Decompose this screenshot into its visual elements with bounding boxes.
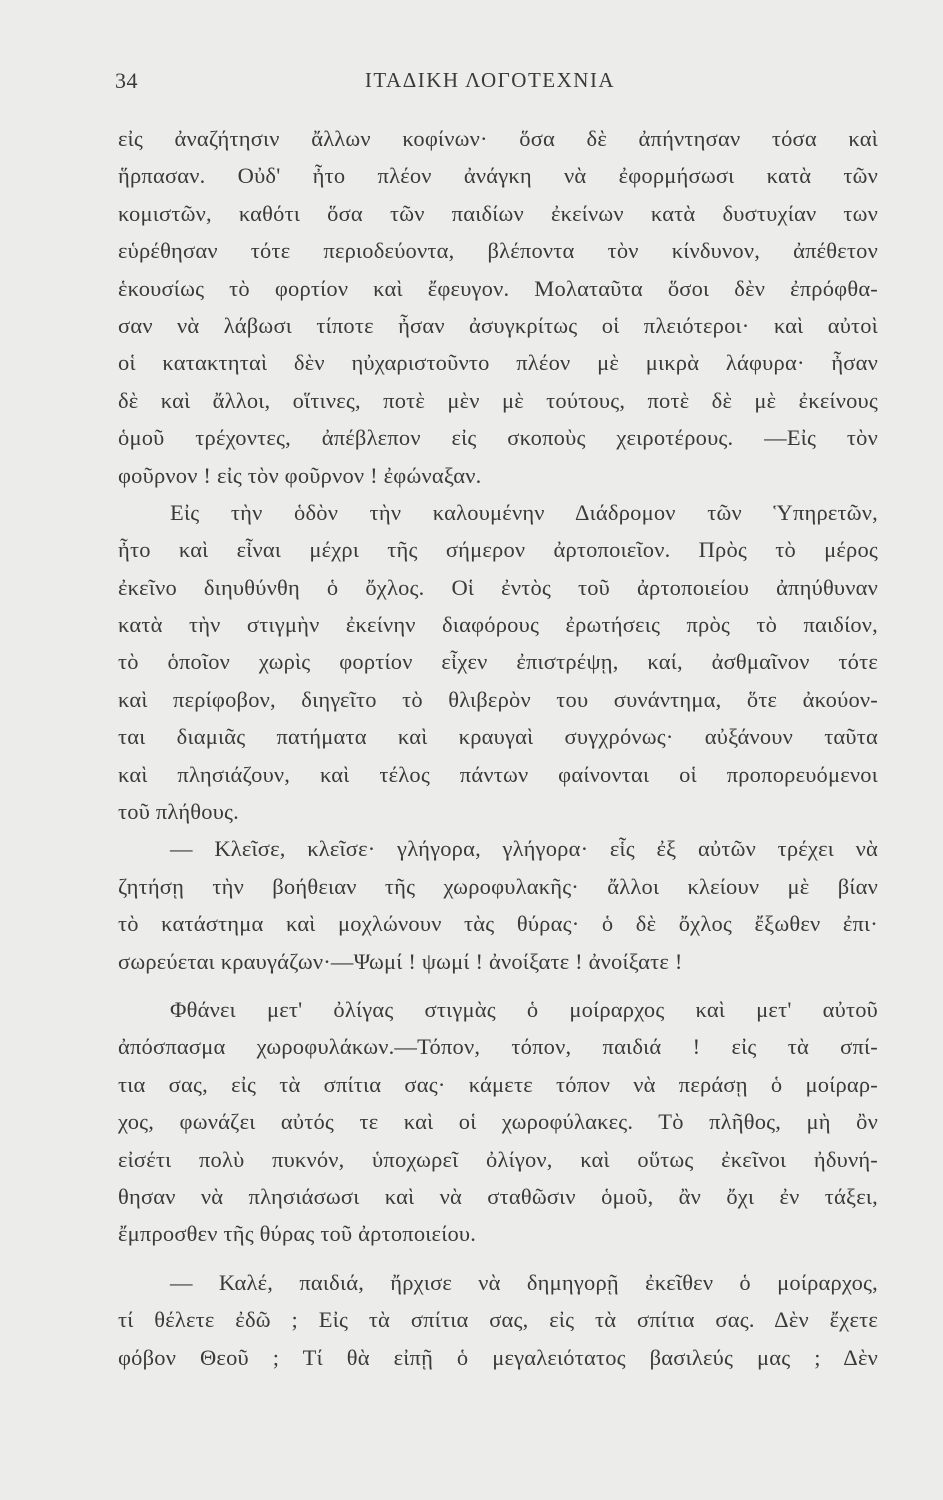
text-line: φοῦρνον ! εἰς τὸν φοῦρνον ! ἐφώναξαν. bbox=[118, 462, 482, 488]
paragraph-gap bbox=[118, 1253, 878, 1264]
text-line: κατὰ τὴν στιγμὴν ἐκείνην διαφόρους ἐρωτήσεις πρὸς τὸ παιδίον, bbox=[118, 612, 878, 638]
text-line: ἑκουσίως τὸ φορτίον καὶ ἔφευγον. Μολαταῦτα ὅσοι δὲν ἐπρόφθα- bbox=[118, 275, 878, 301]
page-header bbox=[115, 68, 865, 104]
text-line: σαν νὰ λάβωσι τίποτε ἦσαν ἀσυγκρίτως οἱ πλειότεροι· καὶ αὐτοὶ bbox=[118, 312, 878, 338]
text-line: — Κλεῖσε, κλεῖσε· γλήγορα, γλήγορα· εἷς ἐξ αὐτῶν τρέχει νὰ bbox=[170, 836, 878, 862]
text-line: ζητήσῃ τὴν βοήθειαν τῆς χωροφυλακῆς· ἄλλοι κλείουν μὲ βίαν bbox=[118, 873, 878, 899]
text-line: οἱ κατακτηταὶ δὲν ηὐχαριστοῦντο πλέον μὲ μικρὰ λάφυρα· ἦσαν bbox=[118, 350, 878, 376]
paragraph bbox=[118, 1264, 878, 1376]
paragraph bbox=[118, 120, 878, 494]
text-line: φόβον Θεοῦ ; Τί θὰ εἰπῇ ὁ μεγαλειότατος βασιλεύς μας ; Δὲν bbox=[118, 1344, 878, 1370]
text-line: τί θέλετε ἐδῶ ; Εἰς τὰ σπίτια σας, εἰς τὰ σπίτια σας. Δὲν ἔχετε bbox=[118, 1307, 878, 1333]
text-line: τὸ κατάστημα καὶ μοχλώνουν τὰς θύρας· ὁ δὲ ὄχλος ἔξωθεν ἐπι· bbox=[118, 911, 878, 937]
text-line: ἐκεῖνο διηυθύνθη ὁ ὄχλος. Οἱ ἐντὸς τοῦ ἀρτοποιείου ἀπηύθυναν bbox=[118, 574, 878, 600]
text-line: ὁμοῦ τρέχοντες, ἀπέβλεπον εἰς σκοποὺς χειροτέρους. —Εἰς τὸν bbox=[118, 425, 878, 451]
text-line: ἦτο καὶ εἶναι μέχρι τῆς σήμερον ἀρτοποιεῖον. Πρὸς τὸ μέρος bbox=[118, 537, 878, 563]
text-line: τια σας, εἰς τὰ σπίτια σας· κάμετε τόπον νὰ περάσῃ ὁ μοίραρ- bbox=[118, 1071, 878, 1097]
text-line: — Καλέ, παιδιά, ἤρχισε νὰ δημηγορῇ ἐκεῖθεν ὁ μοίραρχος, bbox=[170, 1269, 878, 1295]
text-line: σωρεύεται κραυγάζων·—Ψωμί ! ψωμί ! ἀνοίξατε ! ἀνοίξατε ! bbox=[118, 948, 683, 974]
text-line: καὶ πλησιάζουν, καὶ τέλος πάντων φαίνονται οἱ προπορευόμενοι bbox=[118, 761, 878, 787]
text-line: εὑρέθησαν τότε περιοδεύοντα, βλέποντα τὸν κίνδυνον, ἀπέθετον bbox=[118, 238, 878, 264]
text-line: Φθάνει μετ' ὀλίγας στιγμὰς ὁ μοίραρχος καὶ μετ' αὐτοῦ bbox=[170, 996, 878, 1022]
text-line: χος, φωνάζει αὐτός τε καὶ οἱ χωροφύλακες. Τὸ πλῆθος, μὴ ὂν bbox=[118, 1109, 878, 1135]
text-line: τοῦ πλήθους. bbox=[118, 799, 239, 825]
running-title: ΙΤΑΔΙΚΗ ΛΟΓΟΤΕΧΝΙΑ bbox=[364, 68, 616, 92]
paragraph bbox=[118, 991, 878, 1253]
text-line: Εἰς τὴν ὁδὸν τὴν καλουμένην Διάδρομον τῶν Ὑπηρετῶν, bbox=[170, 499, 878, 525]
text-line: ἀπόσπασμα χωροφυλάκων.—Τόπον, τόπον, παιδιά ! εἰς τὰ σπί- bbox=[118, 1034, 878, 1060]
paragraph bbox=[118, 830, 878, 980]
text-line: εἰς ἀναζήτησιν ἄλλων κοφίνων· ὅσα δὲ ἀπήντησαν τόσα καὶ bbox=[118, 126, 878, 151]
paragraph-gap bbox=[118, 980, 878, 991]
text-line: ἥρπασαν. Οὐδ' ἦτο πλέον ἀνάγκη νὰ ἐφορμήσωσι κατὰ τῶν bbox=[118, 163, 878, 189]
text-line: ἔμπροσθεν τῆς θύρας τοῦ ἀρτοποιείου. bbox=[118, 1221, 477, 1247]
text-line: ται διαμιᾶς πατήματα καὶ κραυγαὶ συγχρόνως· αὐξάνουν ταῦτα bbox=[118, 724, 878, 750]
body-text bbox=[118, 120, 878, 1376]
page-number: 34 bbox=[115, 68, 138, 93]
text-line: καὶ περίφοβον, διηγεῖτο τὸ θλιβερὸν του συνάντημα, ὅτε ἀκούον- bbox=[118, 686, 878, 712]
text-line: θησαν νὰ πλησιάσωσι καὶ νὰ σταθῶσιν ὁμοῦ, ἂν ὄχι ἐν τάξει, bbox=[118, 1183, 878, 1209]
text-line: εἰσέτι πολὺ πυκνόν, ὑποχωρεῖ ὀλίγον, καὶ οὕτως ἐκεῖνοι ἠδυνή- bbox=[118, 1146, 878, 1172]
paragraph bbox=[118, 494, 878, 831]
text-line: τὸ ὁποῖον χωρὶς φορτίον εἶχεν ἐπιστρέψῃ, καί, ἀσθμαῖνον τότε bbox=[118, 649, 878, 675]
text-line: κομιστῶν, καθότι ὅσα τῶν παιδίων ἐκείνων κατὰ δυστυχίαν των bbox=[118, 200, 878, 226]
text-line: δὲ καὶ ἄλλοι, οἵτινες, ποτὲ μὲν μὲ τούτους, ποτὲ δὲ μὲ ἐκείνους bbox=[118, 387, 878, 413]
